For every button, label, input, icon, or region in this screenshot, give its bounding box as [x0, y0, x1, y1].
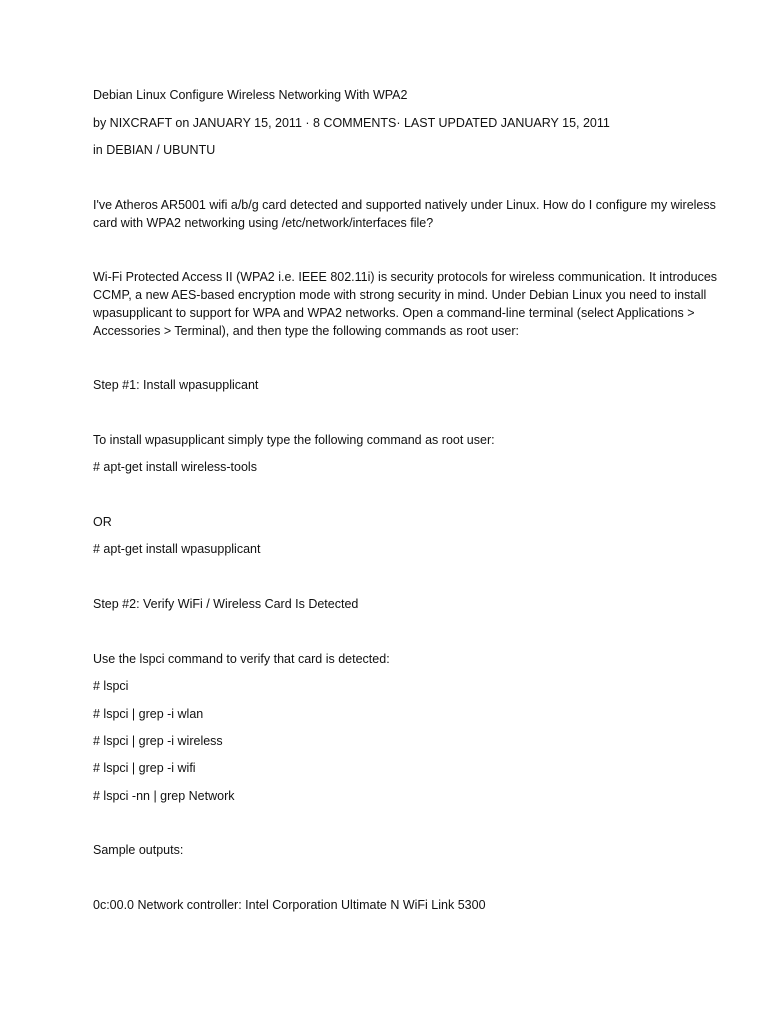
question-paragraph: I've Atheros AR5001 wifi a/b/g card detected and supported natively under Linux. How do I configure my wireless card with WPA2 networking using /etc/network/interfaces file?: [93, 198, 716, 230]
sample-output-line: 0c:00.0 Network controller: Intel Corporation Ultimate N WiFi Link 5300: [93, 898, 486, 912]
byline: by NIXCRAFT on JANUARY 15, 2011 · 8 COMMENTS· LAST UPDATED JANUARY 15, 2011: [93, 116, 610, 130]
category-line: in DEBIAN / UBUNTU: [93, 143, 216, 157]
step2-text: Use the lspci command to verify that card is detected:: [93, 652, 390, 666]
command-line: # apt-get install wireless-tools: [93, 460, 257, 474]
step2-heading: Step #2: Verify WiFi / Wireless Card Is Detected: [93, 597, 359, 611]
command-line: # apt-get install wpasupplicant: [93, 542, 261, 556]
document-title: Debian Linux Configure Wireless Networking With WPA2: [93, 88, 408, 102]
or-separator: OR: [93, 515, 112, 529]
sample-outputs-heading: Sample outputs:: [93, 843, 184, 857]
command-line: # lspci: [93, 679, 129, 693]
command-line: # lspci | grep -i wifi: [93, 761, 196, 775]
command-line: # lspci -nn | grep Network: [93, 789, 235, 803]
intro-paragraph: Wi-Fi Protected Access II (WPA2 i.e. IEEE 802.11i) is security protocols for wireless communication. It introduces CCMP, a new AES-based encryption mode with strong security in mind. Under Debian Linux you need to install wpasupplicant to support for WPA and WPA2 networks. Open a command-line terminal (select Applications > Accessories > Terminal), and then type the following commands as root user:: [93, 270, 718, 338]
command-line: # lspci | grep -i wireless: [93, 734, 223, 748]
step1-heading: Step #1: Install wpasupplicant: [93, 378, 259, 392]
command-line: # lspci | grep -i wlan: [93, 707, 204, 721]
step1-text: To install wpasupplicant simply type the following command as root user:: [93, 433, 495, 447]
